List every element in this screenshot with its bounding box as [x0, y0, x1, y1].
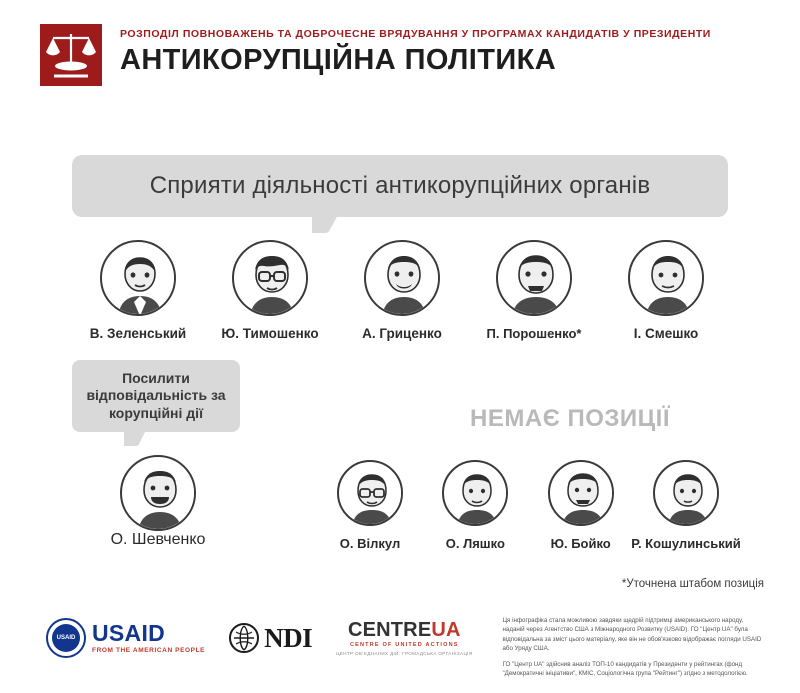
- header-text: [120, 22, 711, 77]
- candidate-name: В. Зеленський: [89, 326, 187, 341]
- callout-support-anticorruption-bodies: [72, 155, 728, 217]
- usaid-word: USAID: [92, 619, 166, 646]
- portrait-tymoshenko: [232, 240, 308, 316]
- usaid-tagline: FROM THE AMERICAN PEOPLE: [92, 646, 206, 654]
- ndi-logo: [229, 623, 312, 654]
- usaid-seal-icon: [46, 618, 86, 658]
- candidate-tymoshenko: [204, 240, 336, 341]
- portrait-hrytsenko: [364, 240, 440, 316]
- disclaimer-paragraph-2: ГО "Центр UA" здійснив аналіз ТОП-10 кандидатів у Президенти у рейтингах (фонд "Демократичні ініціативи", КМІС, Соціологічна група "Рейтинг") згідно з методологією.: [502, 661, 748, 678]
- centre-ua-subtitle: CENTRE OF UNITED ACTIONS: [349, 642, 459, 648]
- candidate-name: П. Порошенко*: [486, 326, 582, 341]
- header-kicker: РОЗПОДІЛ ПОВНОВАЖЕНЬ ТА ДОБРОЧЕСНЕ ВРЯДУВАННЯ У ПРОГРАМАХ КАНДИДАТІВ У ПРЕЗИДЕНТИ: [120, 28, 711, 40]
- header: [0, 0, 800, 110]
- portrait-shevchenko: [120, 455, 196, 531]
- candidate-name: Р. Кошулинський: [631, 536, 741, 551]
- candidate-name: О. Ляшко: [445, 536, 505, 551]
- centre-ua-word-ua: UA: [431, 619, 461, 641]
- candidate-name: О. Вілкул: [339, 536, 401, 551]
- candidate-boyko: [529, 460, 633, 551]
- candidate-vilkul: [318, 460, 422, 551]
- disclaimer-paragraph-1: Ця інфографіка стала можливою завдяки щедрій підтримці американського народу, наданій через Агентство США з Міжнародного Розвитку (USAID). ГО "Центр UA" була відповідальна за зміст цього матеріалу, яке він не обов'язково відображає погляди USAID або Уряду США.: [502, 617, 762, 652]
- candidate-smeshko: [600, 240, 732, 341]
- usaid-logo: [46, 618, 205, 658]
- candidate-name: Ю. Бойко: [550, 536, 611, 551]
- callout-main-text: Сприяти діяльності антикорупційних органів: [149, 172, 651, 199]
- candidate-koshulynskyi: [631, 460, 741, 551]
- footer: [0, 600, 800, 693]
- candidates-row-supporting: [72, 240, 732, 341]
- partner-logos: [46, 612, 472, 658]
- portrait-lyashko: [442, 460, 508, 526]
- globe-icon: [229, 623, 259, 653]
- candidates-row-no-position: [318, 460, 741, 551]
- footnote: *Уточнена штабом позиція: [621, 578, 764, 590]
- candidate-shevchenko: [92, 455, 224, 549]
- candidate-name: І. Смешко: [633, 326, 699, 341]
- callout-stronger-responsibility: [72, 360, 240, 432]
- portrait-vilkul: [337, 460, 403, 526]
- candidate-lyashko: [423, 460, 527, 551]
- candidate-name: Ю. Тимошенко: [221, 326, 319, 341]
- portrait-zelensky: [100, 240, 176, 316]
- centre-ua-wordmark: [336, 620, 472, 640]
- disclaimer: [502, 612, 766, 686]
- portrait-poroshenko: [496, 240, 572, 316]
- portrait-smeshko: [628, 240, 704, 316]
- centre-ua-subtitle-ua: ЦЕНТР ОБ'ЄДНАНИХ ДІЙ. ГРОМАДСЬКА ОРГАНІЗАЦІЯ: [336, 650, 473, 656]
- callout-secondary-text: Посилити відповідальність за корупційні дії: [86, 369, 226, 421]
- candidate-name: А. Гриценко: [362, 326, 442, 341]
- usaid-wordmark: [92, 619, 206, 655]
- scales-of-justice-logo: [40, 24, 102, 86]
- candidate-poroshenko: [468, 240, 600, 341]
- candidate-hrytsenko: [336, 240, 468, 341]
- portrait-koshulynskyi: [653, 460, 719, 526]
- usaid-seal-text: USAID: [52, 624, 80, 652]
- callout-main-tail: [312, 215, 338, 233]
- no-position-heading: НЕМАЄ ПОЗИЦІЇ: [470, 405, 670, 432]
- ndi-wordmark: NDI: [264, 622, 313, 653]
- centre-ua-word-centre: CENTRE: [347, 619, 432, 641]
- candidate-zelensky: [72, 240, 204, 341]
- centre-ua-logo: [336, 620, 472, 656]
- candidate-name: О. Шевченко: [110, 531, 206, 548]
- page-title: АНТИКОРУПЦІЙНА ПОЛІТИКА: [120, 44, 557, 76]
- callout-secondary-tail: [124, 430, 146, 446]
- portrait-boyko: [548, 460, 614, 526]
